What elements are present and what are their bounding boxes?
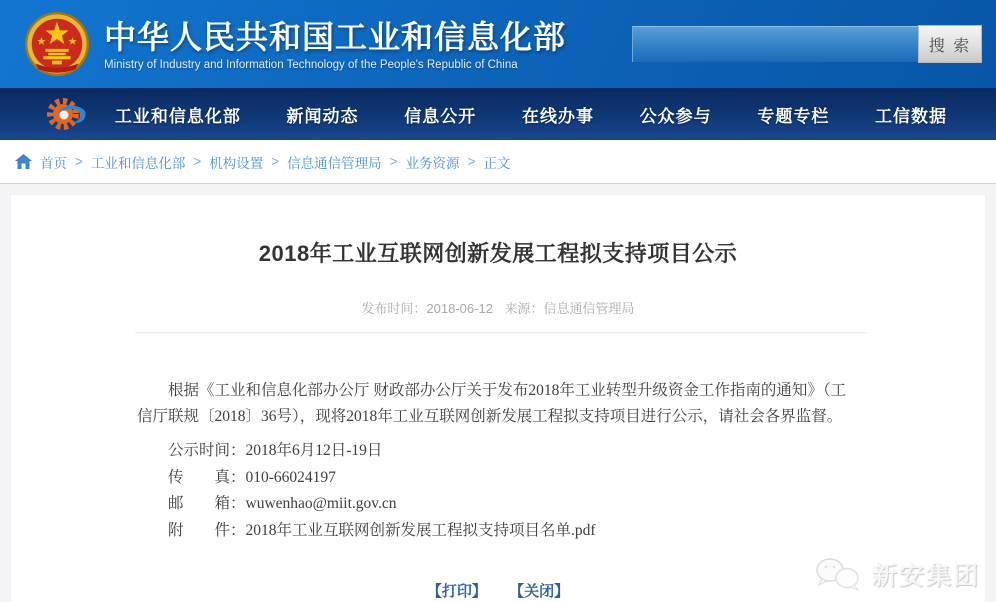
- miit-gear-logo-icon: [44, 93, 92, 135]
- breadcrumb-separator: >: [193, 154, 202, 169]
- article-title: 2018年工业互联网创新发展工程拟支持项目公示: [258, 241, 738, 266]
- site-identity: [104, 18, 632, 71]
- site-title: 中华人民共和国工业和信息化部: [104, 18, 567, 55]
- article-source: 来源：信息通信管理局: [504, 301, 635, 316]
- article-paragraph: 根据《工业和信息化部办公厅 财政部办公厅关于发布2018年工业转型升级资金工作指南的通知》（工信厅联规〔2018〕36号），现将2018年工业互联网创新发展工程拟支持项目进行公示，请社会各界监督。: [137, 382, 847, 425]
- watermark-text: 新安集团: [871, 562, 980, 590]
- search-input[interactable]: [632, 26, 918, 62]
- breadcrumb-separator: >: [271, 154, 280, 169]
- breadcrumb-separator: >: [389, 154, 398, 169]
- nav-item-miit[interactable]: 工业和信息化部: [114, 106, 241, 126]
- detail-value: wuwenhao@miit.gov.cn: [245, 495, 397, 512]
- breadcrumb-home[interactable]: 首页: [40, 155, 67, 171]
- watermark: [814, 554, 980, 594]
- detail-label: 公示时间：: [168, 442, 246, 459]
- print-button[interactable]: 【打印】: [426, 583, 487, 600]
- meta-divider: [135, 332, 867, 333]
- detail-attachment: [137, 518, 859, 545]
- breadcrumb-org-setup[interactable]: 机构设置: [209, 155, 264, 171]
- detail-label: 附 件：: [168, 521, 246, 539]
- national-emblem-icon: [22, 10, 92, 80]
- breadcrumb-info-comm-bureau[interactable]: 信息通信管理局: [287, 155, 382, 171]
- article-body: [11, 378, 985, 544]
- main-nav: [0, 88, 996, 140]
- breadcrumb-separator: >: [467, 154, 476, 169]
- detail-label: 邮 箱：: [168, 495, 246, 512]
- detail-value: 2018年6月12日-19日: [245, 442, 383, 459]
- article-details: [137, 438, 859, 544]
- close-button[interactable]: 【关闭】: [509, 583, 570, 600]
- breadcrumb-miit[interactable]: 工业和信息化部: [90, 155, 186, 171]
- breadcrumb: [0, 140, 996, 184]
- detail-value: 010-66024197: [245, 468, 336, 486]
- breadcrumb-current-page: 正文: [483, 155, 511, 171]
- nav-items: [92, 102, 970, 127]
- wechat-icon: [814, 554, 866, 594]
- search-area: [632, 26, 982, 63]
- article-meta: [11, 298, 985, 317]
- search-button[interactable]: 搜 索: [918, 25, 982, 63]
- detail-email: [137, 491, 859, 518]
- detail-publicity-period: [137, 438, 859, 465]
- site-header: [0, 0, 996, 88]
- breadcrumb-separator: >: [75, 154, 83, 169]
- article-panel: [11, 195, 985, 602]
- breadcrumb-business-resources[interactable]: 业务资源: [405, 155, 460, 171]
- nav-item-miit-data[interactable]: 工信数据: [875, 106, 948, 126]
- home-icon[interactable]: [15, 154, 32, 169]
- nav-item-public-participation[interactable]: 公众参与: [639, 106, 712, 126]
- nav-item-online-services[interactable]: 在线办事: [521, 106, 594, 126]
- nav-item-news[interactable]: 新闻动态: [286, 106, 359, 126]
- attachment-pdf-link[interactable]: 2018年工业互联网创新发展工程拟支持项目名单.pdf: [245, 521, 596, 539]
- detail-label: 传 真：: [168, 468, 246, 486]
- detail-fax: [137, 465, 859, 492]
- site-subtitle: Ministry of Industry and Information Technology of the People's Republic of China: [104, 58, 518, 71]
- main-content: [0, 184, 996, 602]
- nav-item-info-disclosure[interactable]: 信息公开: [404, 106, 477, 126]
- nav-item-special-topics[interactable]: 专题专栏: [757, 106, 830, 126]
- publish-date: 发布时间：2018-06-12: [361, 301, 493, 316]
